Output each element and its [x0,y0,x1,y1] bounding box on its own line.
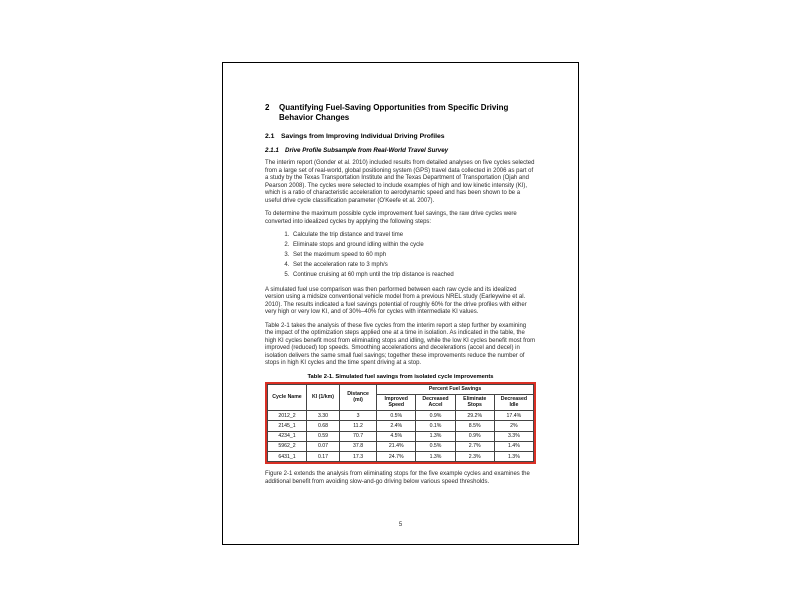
col-header-distance: Distance (mi) [340,384,377,411]
cell: 2.4% [377,421,416,431]
paragraph: The interim report (Gonder et al. 2010) included results from detailed analyses on five cycles selected from a large set of real-world, global positioning system (GPS) travel data collected in 2006 as part of a study by the Texas Transportation Institute and the Texas Department of Transportation (Ojah and Pearson 2008). The cycles were selected to include examples of high and low kinetic intensity (KI), which is a ratio of characteristic acceleration to aerodynamic speed and has been shown to be a useful drive cycle classification parameter (O'Keefe et al. 2007). [265,160,535,204]
cell: 1.4% [494,441,533,451]
cell: 4.5% [377,431,416,441]
cell: 8.5% [455,421,494,431]
cell: 0.5% [377,411,416,421]
cell: 29.2% [455,411,494,421]
subsubsection-number: 2.1.1 [265,147,279,154]
cell: 3 [340,411,377,421]
table-row [268,452,534,462]
cell: 5962_2 [268,441,307,451]
table-row [268,421,534,431]
list-item: 2. Eliminate stops and ground idling within the cycle [291,242,536,250]
cell: 0.17 [307,452,340,462]
list-item: 4. Set the acceleration rate to 3 mph/s [291,262,536,270]
paragraph: Table 2-1 takes the analysis of these five cycles from the interim report a step further by examining the impact of the optimization steps applied one at a time in isolation. As indicated in the table, the high KI cycles benefit most from eliminating stops and idling, while the low KI cycles benefit most from improved (reduced) top speeds. Smoothing accelerations and decelerations (accel and decel) in isolation delivers the same small fuel savings; together these improvements reduce the number of stops in high KI cycles and the time spent driving at a stop. [265,322,536,366]
subheader-decreased-idle: Decreased Idle [494,394,533,410]
cell: 70.7 [340,431,377,441]
cell: 3.3% [494,431,533,441]
cell: 0.5% [416,441,455,451]
cell: 6431_1 [268,452,307,462]
paragraph: A simulated fuel use comparison was then performed between each raw cycle and its idealized version using a midsize conventional vehicle model from a previous NREL study (Earleywine et al. 2010). The results indicated a fuel savings potential of roughly 60% for the drive profiles with either very high or very low KI, and of 30%–40% for cycles with intermediate KI values. [265,286,527,315]
cell: 17.4% [494,411,533,421]
paragraph: To determine the maximum possible cycle improvement fuel savings, the raw drive cycles were converted into idealized cycles by applying the following steps: [265,211,517,225]
subsubsection-title: Drive Profile Subsample from Real-World Travel Survey [285,147,449,154]
col-header-ki: KI (1/km) [307,384,340,411]
cell: 24.7% [377,452,416,462]
subsubsection-heading [265,147,536,154]
list-item: 3. Set the maximum speed to 60 mph [291,252,536,260]
cell: 1.3% [416,431,455,441]
page-number: 5 [398,522,403,528]
subheader-improved-speed: Improved Speed [377,394,416,410]
cell: 0.9% [455,431,494,441]
cell: 17.3 [340,452,377,462]
list-item: 5. Continue cruising at 60 mph until the trip distance is reached [291,272,536,280]
table-header-row [268,384,534,394]
cell: 11.2 [340,421,377,431]
cell: 2% [494,421,533,431]
paragraph: Figure 2-1 extends the analysis from eliminating stops for the five example cycles and examines the additional benefit from avoiding slow-and-go driving below various speed thresholds. [265,471,530,485]
cell: 1.3% [494,452,533,462]
cell: 2145_1 [268,421,307,431]
table-row [268,441,534,451]
subsection-number: 2.1 [265,133,275,140]
idealization-steps-list [265,232,536,280]
col-header-cycle-name: Cycle Name [268,384,307,411]
col-header-percent-fuel-savings: Percent Fuel Savings [377,384,534,394]
cell: 0.1% [416,421,455,431]
table-row [268,411,534,421]
cell: 3.30 [307,411,340,421]
cell: 0.07 [307,441,340,451]
section-number: 2 [265,103,270,112]
table-caption: Table 2-1. Simulated fuel savings from isolated cycle improvements [307,373,494,380]
subheader-eliminate-stops: Eliminate Stops [455,394,494,410]
section-title: Quantifying Fuel-Saving Opportunities from Specific Driving Behavior Changes [279,103,509,122]
list-item: 1. Calculate the trip distance and travel time [291,232,536,240]
subsection-title: Savings from Improving Individual Driving Profiles [281,133,445,140]
cell: 1.3% [416,452,455,462]
cell: 37.8 [340,441,377,451]
cell: 0.9% [416,411,455,421]
fuel-savings-table [267,384,534,463]
cell: 0.59 [307,431,340,441]
cell: 2.7% [455,441,494,451]
cell: 0.68 [307,421,340,431]
cell: 21.4% [377,441,416,451]
cell: 4234_1 [268,431,307,441]
table-highlight-box [265,382,536,465]
report-page [222,62,579,545]
cell: 2012_2 [268,411,307,421]
subsection-heading [265,133,536,140]
cell: 2.3% [455,452,494,462]
subheader-decreased-accel: Decreased Accel [416,394,455,410]
table-row [268,431,534,441]
section-heading [265,103,536,123]
